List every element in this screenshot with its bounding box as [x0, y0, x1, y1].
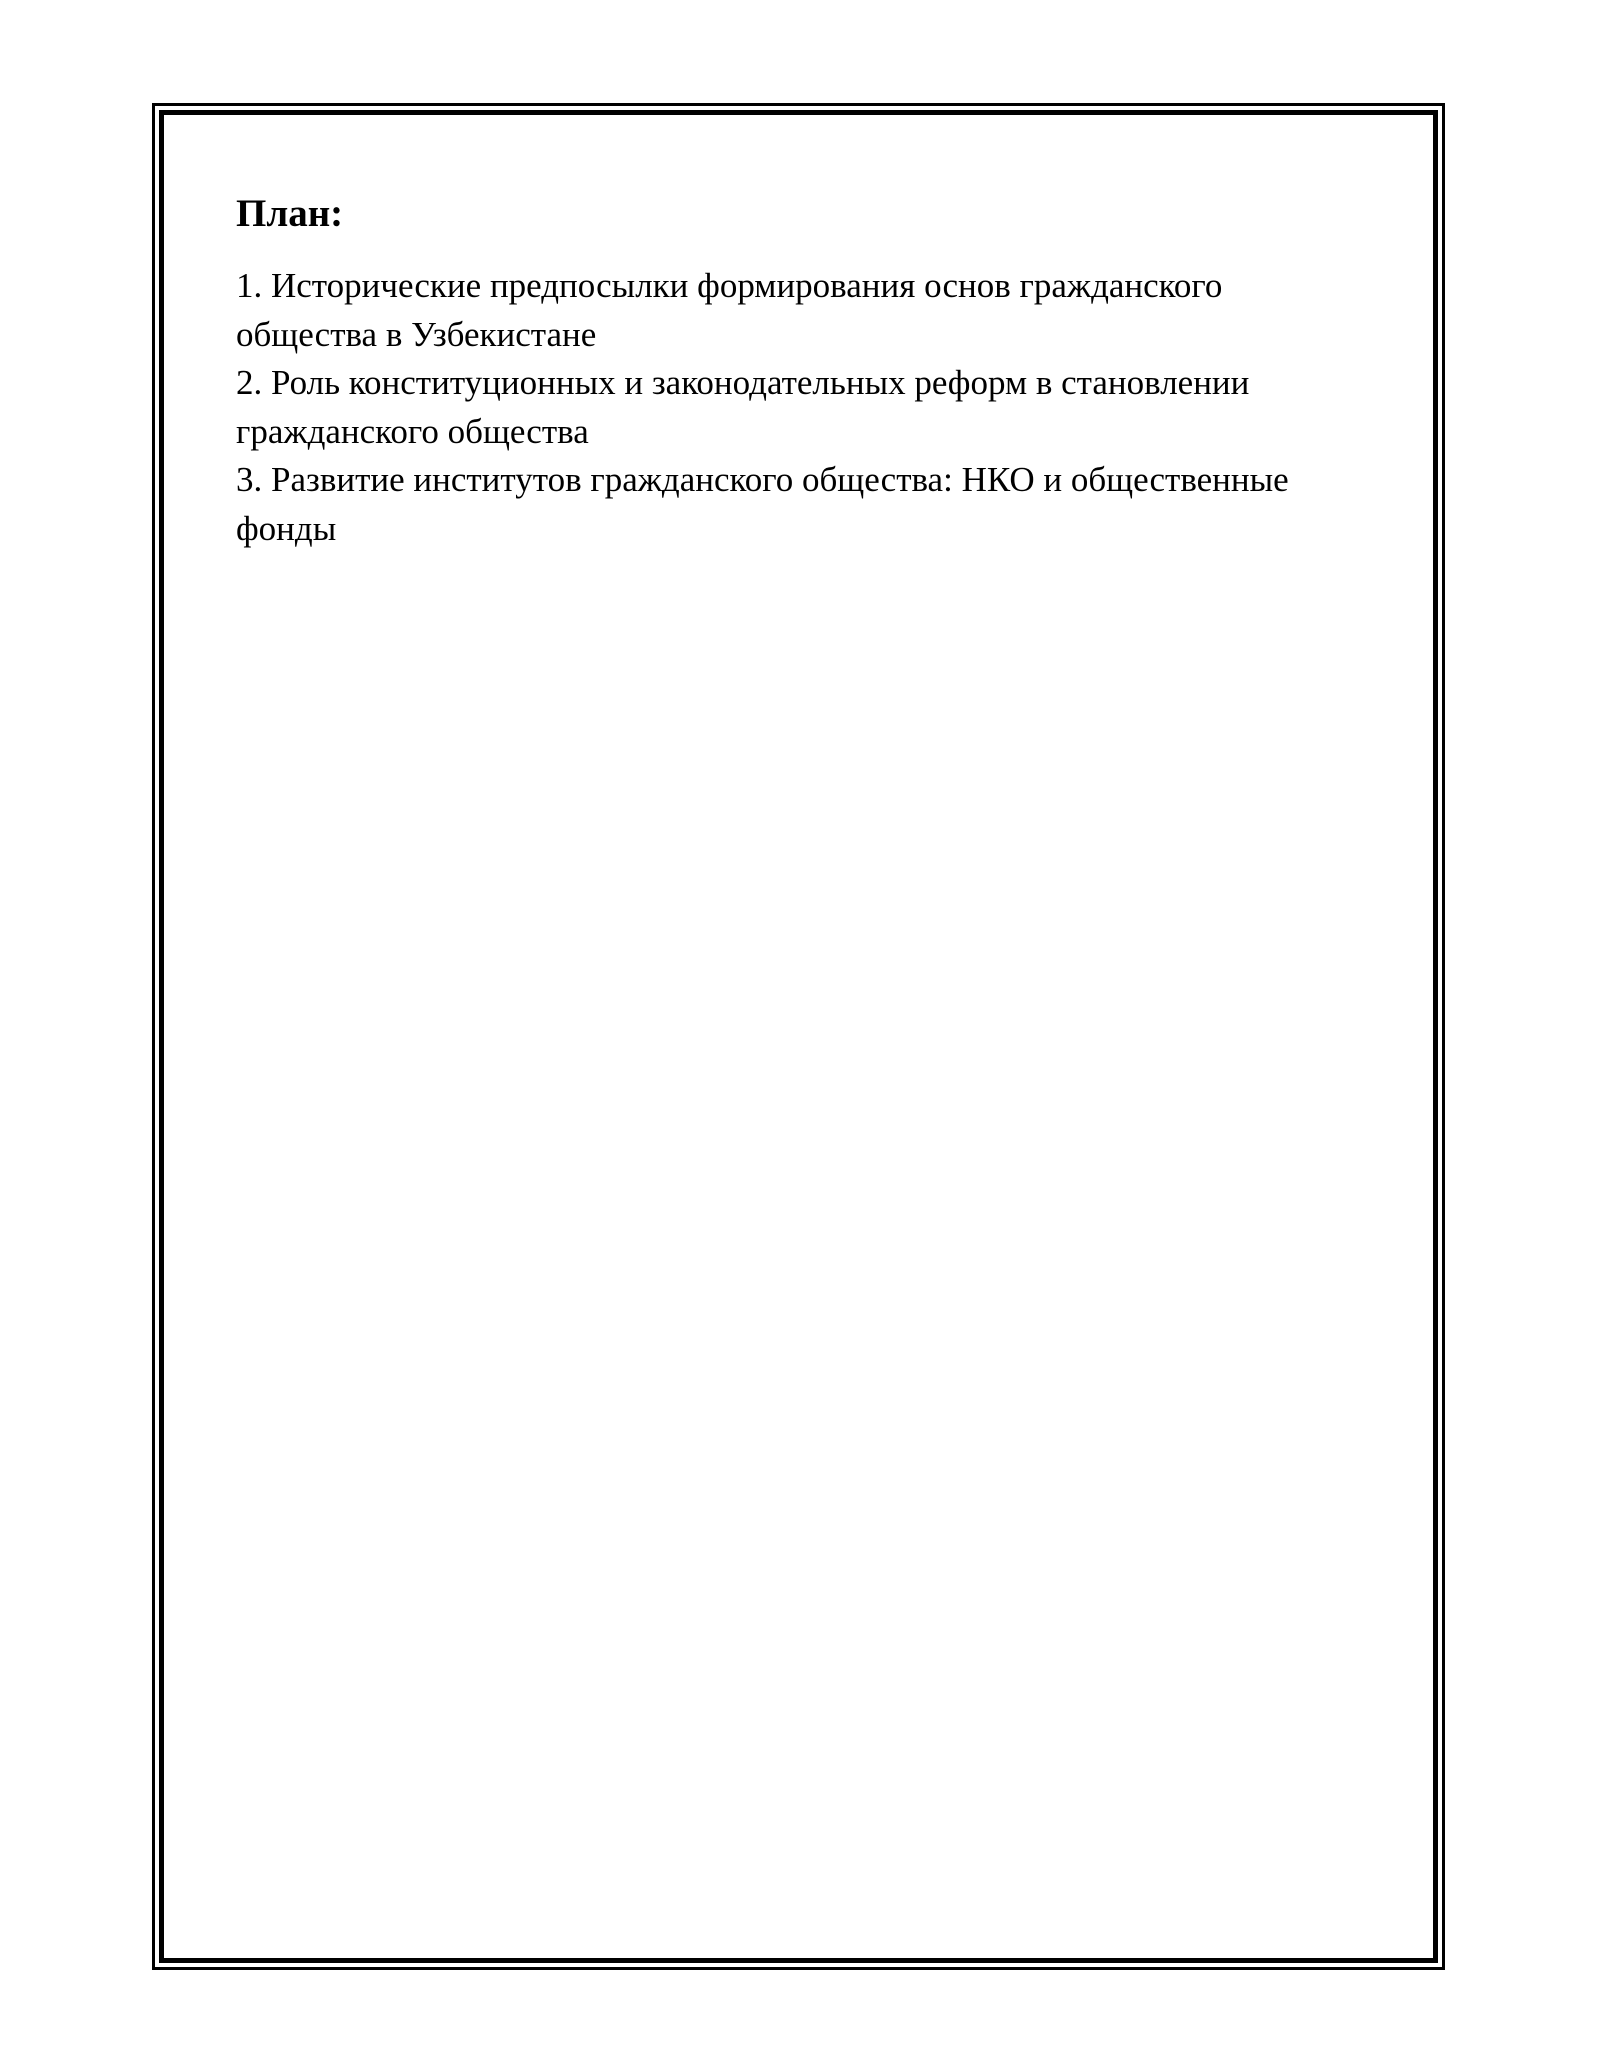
plan-item-1: 1. Исторические предпосылки формирования основ гражданского общества в Узбекистане — [236, 266, 1223, 354]
plan-item-3: 3. Развитие институтов гражданского общества: НКО и общественные фонды — [236, 460, 1289, 548]
page-content — [236, 186, 1366, 553]
plan-item-2: 2. Роль конституционных и законодательных реформ в становлении гражданского общества — [236, 363, 1250, 451]
plan-title: План: — [236, 192, 344, 235]
plan-list — [236, 262, 1366, 553]
